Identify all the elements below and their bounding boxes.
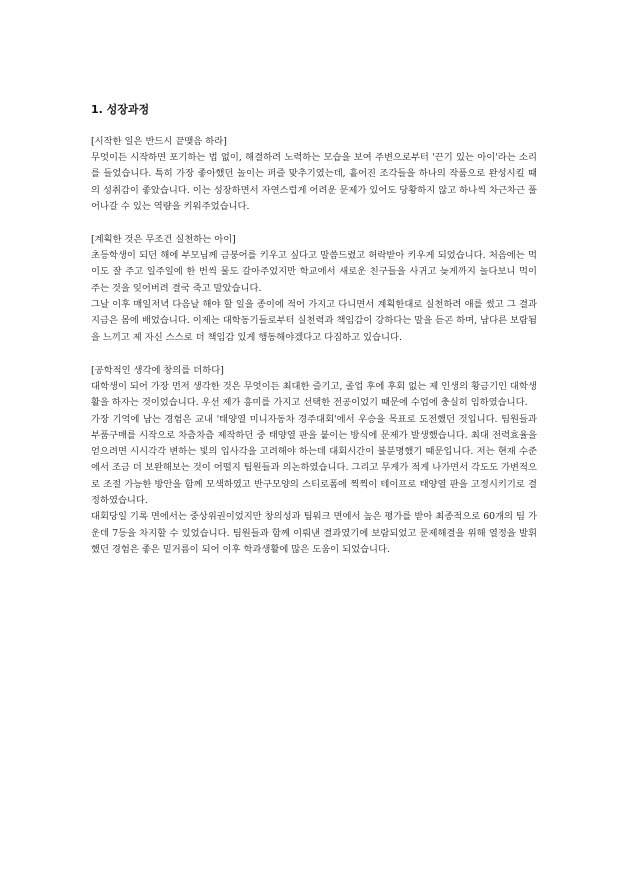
subsection-title: [공학적인 생각에 창의를 더하다] [91, 364, 224, 376]
section-persistence [91, 134, 537, 215]
section-engineering [91, 363, 537, 558]
paragraph: 가장 기억에 남는 경험은 교내 '태양열 미니자동차 경주대회'에서 우승을 목표로 도전했던 것입니다. 팀원들과 부품구매를 시작으로 차츰차츰 제작하던 중 태양열 판을 붙이는 방식에 문제가 발생했습니다. 최대 전력효율을 얻으려면 시시각각 변하는 빛의 입사각을 고려해야 하는데 대회시간이 불분명했기 때문입니다. 저는 현재 수준에서 조금 더 보완해보는 것이 어떨지 팀원들과 의논하였습니다. 그리고 무게가 적게 나가면서 각도도 가변적으로 조절 가능한 방안을 함께 모색하였고 반구모양의 스티로폼에 찍찍이 테이프로 태양열 판을 고정시키기로 결정하였습니다. [91, 413, 537, 507]
subsection-title: [계획한 것은 무조건 실천하는 아이] [91, 234, 236, 246]
paragraph: 그날 이후 매일저녁 다음날 해야 할 일을 종이에 적어 가지고 다니면서 계획한대로 실천하려 애를 썼고 그 결과 지금은 몸에 배었습니다. 이제는 대학동기들로부터 실천력과 책임감이 강하다는 말을 듣곤 하며, 남다른 보람됨을 느끼고 제 자신 스스로 더 책임감 있게 행동해야겠다고 다짐하고 있습니다. [91, 299, 537, 343]
paragraph: 무엇이든 시작하면 포기하는 법 없이, 해결하려 노력하는 모습을 보여 주변으로부터 '끈기 있는 아이'라는 소리를 들었습니다. 특히 가장 좋아했던 놀이는 퍼즐 맞추기였는데, 흩어진 조각들을 하나의 작품으로 완성시킬 때의 성취감이 좋았습니다. 이는 성장하면서 자연스럽게 어려운 문제가 있어도 당황하지 않고 하나씩 차근차근 풀어나갈 수 있는 역량을 키워주었습니다. [91, 152, 537, 212]
paragraph: 초등학생이 되던 해에 부모님께 금붕어를 키우고 싶다고 말씀드렸고 허락받아 키우게 되었습니다. 처음에는 먹이도 잘 주고 일주일에 한 번씩 물도 갈아주었지만 학교에서 새로운 친구들을 사귀고 늦게까지 놀다보니 먹이 주는 것을 잊어버려 결국 죽고 말았습니다. [91, 250, 537, 294]
paragraph: 대학생이 되어 가장 먼저 생각한 것은 무엇이든 최대한 즐기고, 졸업 후에 후회 없는 제 인생의 황금기인 대학생활을 하자는 것이었습니다. 우선 제가 흥미를 가지고 선택한 전공이었기 때문에 수업에 충실히 임하였습니다. [91, 380, 537, 409]
paragraph: 대회당일 기록 면에서는 중상위권이었지만 창의성과 팀워크 면에서 높은 평가를 받아 최종적으로 60개의 팀 가운데 7등을 차지할 수 있었습니다. 팀원들과 함께 이뤄낸 결과였기에 보람되었고 문제해결을 위해 열정을 발휘했던 경험은 좋은 밑거름이 되어 이후 학과생활에 많은 도움이 되었습니다. [91, 511, 537, 555]
section-heading: 1. 성장과정 [91, 103, 150, 116]
section-planning [91, 232, 537, 346]
subsection-title: [시작한 일은 반드시 끝맺음 하라] [91, 136, 227, 147]
document-body [91, 102, 537, 575]
